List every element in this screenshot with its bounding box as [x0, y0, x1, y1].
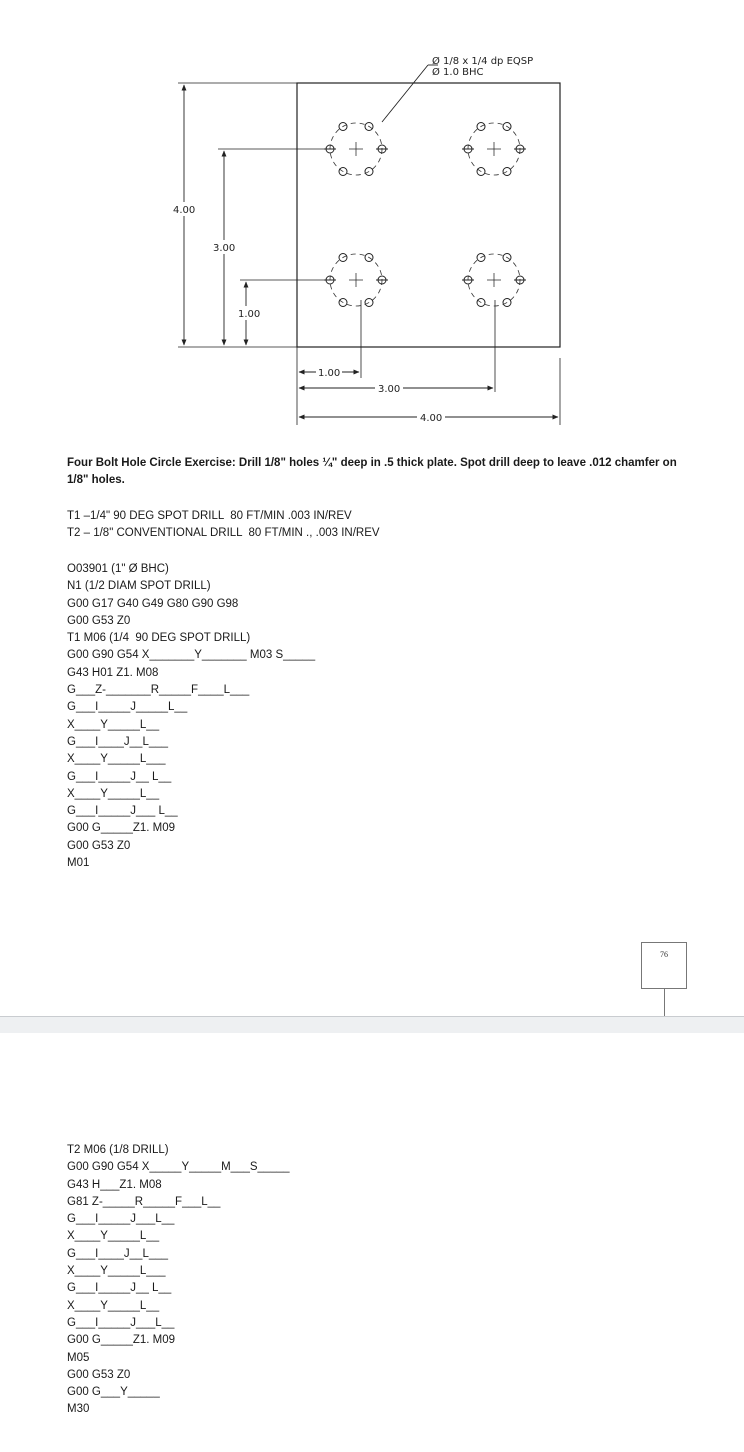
page-number-box: 76 [641, 942, 687, 989]
dim-4-00-vertical: 4.00 [173, 205, 196, 216]
hole-note-line1: Ø 1/8 x 1/4 dp EQSP [432, 56, 534, 67]
dim-1-00-horizontal: 1.00 [318, 368, 341, 379]
program-line: G___I_____J___L__ [67, 1213, 175, 1226]
dim-4-00-horizontal: 4.00 [420, 413, 443, 424]
page-number-tick [664, 988, 665, 1016]
program-line: G___I____J__L___ [67, 1247, 169, 1260]
bolt-circle-top-left [324, 123, 388, 176]
program-listing-part2 [67, 1142, 290, 1419]
program-line: G00 G___Y_____ [67, 1386, 160, 1399]
bolt-circle-bottom-right [462, 254, 526, 307]
dim-3-00-vertical: 3.00 [213, 243, 236, 254]
program-line: G00 G53 Z0 [67, 839, 131, 852]
program-line: G43 H01 Z1. M08 [67, 666, 159, 679]
program-line: G00 G_____Z1. M09 [67, 822, 176, 835]
program-line: G00 G53 Z0 [67, 614, 131, 627]
program-line: G___I____J__L___ [67, 735, 169, 748]
program-line: G___I_____J_____L__ [67, 701, 188, 714]
dim-1-00-vertical: 1.00 [238, 309, 261, 320]
program-line: M05 [67, 1351, 90, 1364]
program-line: G00 G90 G54 X_______Y_______ M03 S_____ [67, 649, 316, 662]
program-line: X____Y_____L__ [67, 718, 160, 731]
program-line: X____Y_____L__ [67, 1299, 160, 1312]
program-line: G___Z-_______R_____F____L___ [67, 684, 250, 697]
program-line: X____Y_____L__ [67, 787, 160, 800]
program-line: T2 M06 (1/8 DRILL) [67, 1144, 169, 1156]
tool-2-spec: T2 – 1/8" CONVENTIONAL DRILL 80 FT/MIN ., .003 IN/REV [67, 527, 380, 539]
page-separator [0, 1016, 744, 1034]
document-page-2 [0, 1033, 744, 1452]
plate-outline [297, 83, 560, 347]
program-line: G___I_____J__ L__ [67, 770, 172, 783]
hole-note-line2: Ø 1.0 BHC [432, 67, 484, 78]
program-line: G___I_____J___ L__ [67, 805, 178, 818]
program-line: O03901 (1" Ø BHC) [67, 563, 169, 575]
program-line: G___I_____J___L__ [67, 1316, 175, 1329]
program-listing-part1 [67, 561, 315, 872]
program-line: G43 H___Z1. M08 [67, 1178, 162, 1191]
program-line: G00 G53 Z0 [67, 1368, 131, 1381]
program-line: M30 [67, 1403, 90, 1416]
program-line: X____Y_____L___ [67, 753, 166, 766]
program-line: T1 M06 (1/4 90 DEG SPOT DRILL) [67, 632, 251, 645]
bolt-hole-drawing [0, 0, 744, 440]
program-line: X____Y_____L__ [67, 1230, 160, 1243]
program-line: N1 (1/2 DIAM SPOT DRILL) [67, 580, 211, 593]
program-line: M01 [67, 857, 90, 870]
program-line: G00 G17 G40 G49 G80 G90 G98 [67, 597, 239, 610]
tool-1-spec: T1 –1/4" 90 DEG SPOT DRILL 80 FT/MIN .003 IN/REV [67, 510, 352, 522]
bolt-circle-top-right [462, 123, 526, 176]
program-line: G00 G_____Z1. M09 [67, 1334, 176, 1347]
program-line: G00 G90 G54 X_____Y_____M___S_____ [67, 1161, 290, 1174]
program-line: G81 Z-_____R_____F___L__ [67, 1195, 221, 1208]
program-line: G___I_____J__ L__ [67, 1282, 172, 1295]
exercise-title: Four Bolt Hole Circle Exercise: Drill 1/8" holes ¼" deep in .5 thick plate. Spot drill deep to leave .012 chamfer on 1/8" holes. [67, 457, 677, 486]
bolt-circle-bottom-left [324, 254, 388, 307]
program-line: X____Y_____L___ [67, 1265, 166, 1278]
dim-3-00-horizontal: 3.00 [378, 384, 401, 395]
